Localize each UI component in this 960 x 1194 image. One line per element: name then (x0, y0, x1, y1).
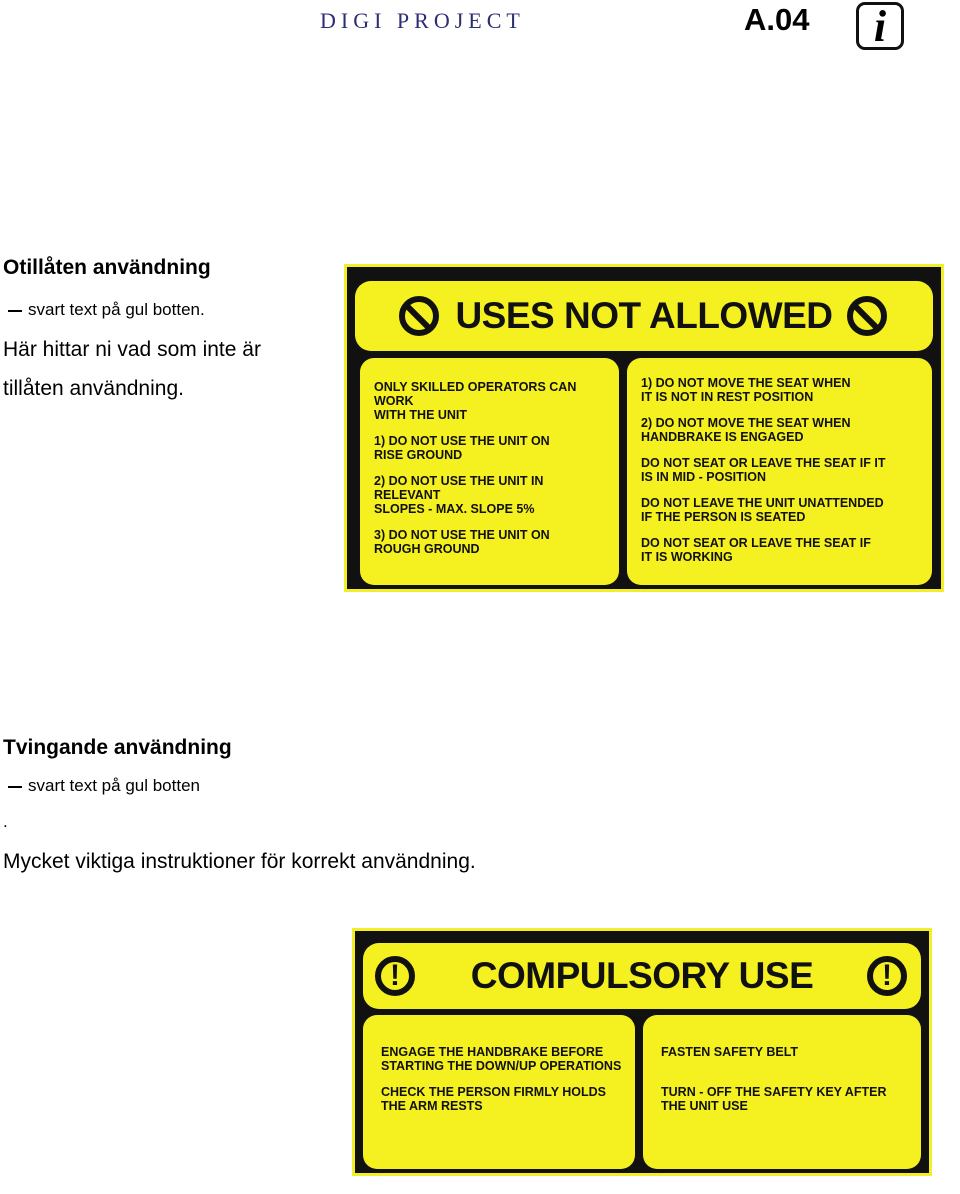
document-number: A.04 (744, 2, 810, 37)
section-heading-compulsory: Tvingande användning (3, 736, 232, 759)
rule-item: DO NOT LEAVE THE UNIT UNATTENDED IF THE PERSON IS SEATED (641, 496, 884, 524)
exclamation-glyph: ! (882, 959, 892, 992)
section-heading-not-allowed: Otillåten användning (3, 256, 211, 279)
section-period: . (3, 812, 8, 831)
sign-title-banner (363, 943, 921, 1009)
rule-item: FASTEN SAFETY BELT (661, 1045, 799, 1059)
rule-item: ENGAGE THE HANDBRAKE BEFORE STARTING THE DOWN/UP OPERATIONS (381, 1045, 622, 1073)
rule-item: 2) DO NOT MOVE THE SEAT WHEN HANDBRAKE IS ENGAGED (641, 416, 851, 444)
section-body-line-1: Här hittar ni vad som inte är (3, 338, 261, 361)
rule-item: 1) DO NOT MOVE THE SEAT WHEN IT IS NOT IN REST POSITION (641, 376, 851, 404)
rule-item: 1) DO NOT USE THE UNIT ON RISE GROUND (374, 434, 550, 462)
sign-panel-left (363, 1015, 635, 1169)
rule-item: ONLY SKILLED OPERATORS CAN WORK WITH THE UNIT (374, 380, 577, 422)
rule-item: 3) DO NOT USE THE UNIT ON ROUGH GROUND (374, 528, 550, 556)
rule-item: DO NOT SEAT OR LEAVE THE SEAT IF IT IS WORKING (641, 536, 871, 564)
sign-title: COMPULSORY USE (470, 955, 814, 996)
brand-title: DIGI PROJECT (320, 8, 525, 33)
rule-item: TURN - OFF THE SAFETY KEY AFTER THE UNIT USE (661, 1085, 887, 1113)
sign-panel-right (627, 358, 932, 585)
uses-not-allowed-sign (344, 264, 944, 592)
exclamation-icon (867, 956, 907, 996)
section-body-line-2: tillåten användning. (3, 377, 184, 400)
info-icon (856, 2, 904, 50)
prohibition-icon (399, 296, 439, 336)
exclamation-icon (375, 956, 415, 996)
subtitle-text: svart text på gul botten (28, 776, 200, 795)
prohibition-icon (847, 296, 887, 336)
compulsory-use-sign (352, 928, 932, 1176)
sign-title-banner (355, 281, 933, 351)
rule-item: 2) DO NOT USE THE UNIT IN RELEVANT SLOPES - MAX. SLOPE 5% (374, 474, 544, 516)
rule-item: DO NOT SEAT OR LEAVE THE SEAT IF IT IS IN MID - POSITION (641, 456, 886, 484)
section-subtitle-compulsory (8, 776, 200, 796)
sign-panel-left (360, 358, 619, 585)
dash-icon (8, 310, 22, 312)
sign-title: USES NOT ALLOWED (455, 295, 833, 336)
exclamation-glyph: ! (390, 959, 400, 992)
info-icon-glyph: i (873, 2, 887, 51)
section-body: Mycket viktiga instruktioner för korrekt användning. (3, 850, 476, 873)
sign-panel-right (643, 1015, 921, 1169)
dash-icon (8, 786, 22, 788)
subtitle-text: svart text på gul botten. (28, 300, 205, 319)
section-subtitle-not-allowed (8, 300, 205, 320)
rule-item: CHECK THE PERSON FIRMLY HOLDS THE ARM RESTS (381, 1085, 607, 1113)
